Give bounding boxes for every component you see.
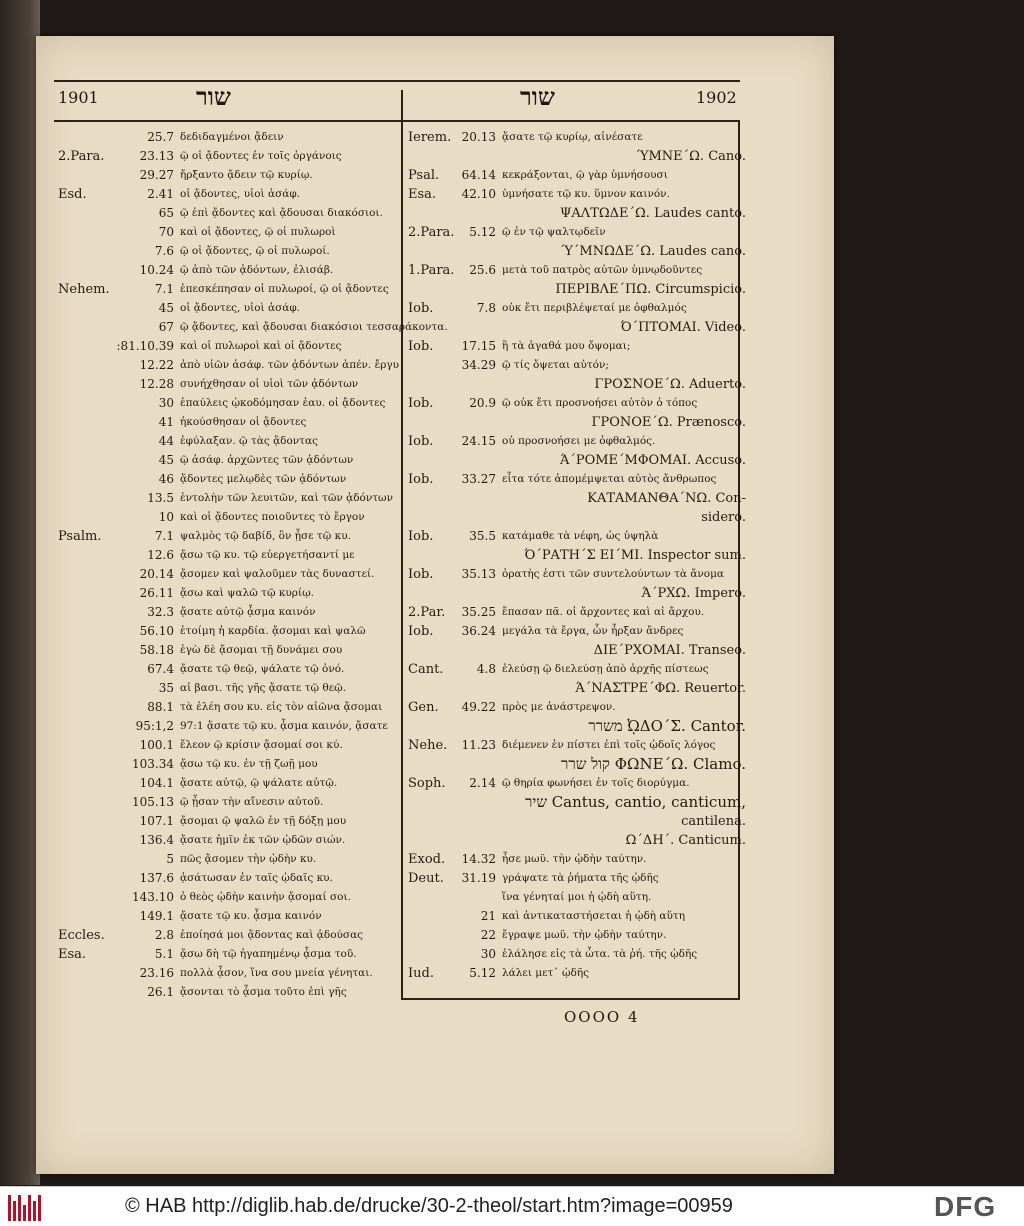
quote-text: καὶ οἱ ᾄδοντες, ῷ οἱ πυλωροὶ [180, 226, 336, 238]
quote-text: τὰ ἐλέη σου κυ. εἰς τὸν αἰῶνα ᾄσομαι [180, 701, 383, 713]
quote-text: ἠκούσθησαν οἱ ᾄδοντες [180, 416, 307, 428]
quote-text: ἐπαύλεις ᾠκοδόμησαν ἑαυ. οἱ ᾄδοντες [180, 397, 386, 409]
book-name: Iob. [408, 301, 434, 316]
quote-text: ἐφύλαξαν. ῷ τὰς ᾄδοντας [180, 435, 318, 447]
quote-text: ἔπασαν πᾶ. οἱ ἄρχοντες καὶ αἱ ἄρχου. [502, 606, 705, 618]
quote-text: ἐντολὴν τῶν λευιτῶν, καὶ τῶν ᾀδόντων [180, 492, 393, 504]
quote-text: ῷ τίς ὄψεται αὐτόν; [502, 359, 609, 371]
verse-ref: 20.9 [469, 396, 496, 410]
lemma-heading [408, 755, 746, 774]
verse-ref: :81.10.39 [116, 339, 174, 353]
book-name: Psalm. [58, 529, 102, 544]
concordance-row [58, 147, 398, 166]
concordance-row [408, 185, 738, 204]
quote-text: ἤρξαντο ᾄδειν τῷ κυρίῳ. [180, 169, 313, 181]
verse-ref: 11.23 [461, 738, 496, 752]
quote-text: ἔγραψε μωϋ. τὴν ᾠδὴν ταύτην. [502, 929, 667, 941]
verse-ref: 103.34 [132, 757, 174, 771]
concordance-row [58, 242, 398, 261]
verse-ref: 136.4 [139, 833, 174, 847]
lemma-heading [408, 489, 746, 508]
concordance-row [58, 736, 398, 755]
lemma-heading [408, 584, 746, 603]
verse-ref: 12.22 [139, 358, 174, 372]
concordance-row [58, 451, 398, 470]
verse-ref: 35.5 [469, 529, 496, 543]
concordance-row [58, 584, 398, 603]
concordance-row [58, 964, 398, 983]
header-rule-bottom [54, 120, 740, 122]
verse-ref: 46 [158, 472, 174, 486]
quote-text: μεγάλα τὰ ἔργα, ὧν ἦρξαν ἄνδρες [502, 625, 684, 637]
quote-text: εἶτα τότε ἀπομέμψεται αὐτὸς ἄνθρωπος [502, 473, 717, 485]
verse-ref: 65 [158, 206, 174, 220]
verse-ref: 104.1 [139, 776, 174, 790]
verse-ref: 88.1 [147, 700, 174, 714]
verse-ref: 32.3 [147, 605, 174, 619]
verse-ref: 17.15 [461, 339, 496, 353]
book-name: 1.Para. [408, 263, 455, 278]
quote-text: ῷ ἐν τῷ ψαλτῳδεῖν [502, 226, 606, 238]
concordance-row [408, 964, 738, 983]
concordance-row [408, 432, 738, 451]
verse-ref: 30 [480, 947, 496, 961]
quote-text: ᾄσατε τῷ θεῷ, ψάλατε τῷ ὀνό. [180, 663, 345, 675]
verse-ref: 2.14 [469, 776, 496, 790]
concordance-row [58, 660, 398, 679]
concordance-row [408, 869, 738, 888]
concordance-row [58, 489, 398, 508]
quote-text: ἔλεον ῷ κρίσιν ᾄσομαί σοι κύ. [180, 739, 343, 751]
concordance-row [408, 926, 738, 945]
verse-ref: 13.5 [147, 491, 174, 505]
concordance-row [58, 546, 398, 565]
concordance-row [58, 888, 398, 907]
quote-text: ψαλμὸς τῷ δαβίδ, ὃν ᾖσε τῷ κυ. [180, 530, 351, 542]
concordance-row [408, 128, 738, 147]
concordance-row [408, 356, 738, 375]
bottom-rule [401, 998, 740, 1000]
verse-ref: 64.14 [461, 168, 496, 182]
verse-ref: 7.6 [154, 244, 174, 258]
quote-text: ἐλεύσῃ ῷ διελεύσῃ ἀπὸ ἀρχῆς πίστεως [502, 663, 709, 675]
verse-ref: 14.32 [461, 852, 496, 866]
lemma-heading [408, 280, 746, 299]
quote-text: πρὸς με ἀνάστρεψον. [502, 701, 616, 713]
concordance-row [408, 660, 738, 679]
quote-text: μετὰ τοῦ πατρὸς αὐτῶν ὑμνῳδοῦντες [502, 264, 703, 276]
quote-text: ἵνα γένηταί μοι ἡ ᾠδὴ αὕτη. [502, 891, 652, 903]
verse-ref: 10.24 [139, 263, 174, 277]
verse-ref: 67.4 [147, 662, 174, 676]
book-name: 2.Para. [408, 225, 455, 240]
concordance-row [58, 470, 398, 489]
concordance-row [58, 413, 398, 432]
lemma-heading [408, 641, 746, 660]
concordance-row [58, 318, 448, 337]
right-hebrew-heading: שור [520, 82, 555, 111]
concordance-row [58, 508, 398, 527]
quote-text: 97:1 ᾄσατε τῷ κυ. ᾆσμα καινόν, ᾄσατε [180, 720, 388, 732]
quote-text: καὶ ἀντικαταστήσεται ἡ ᾠδὴ αὕτη [502, 910, 686, 922]
signature-mark: OOOO 4 [564, 1008, 640, 1026]
quote-text: ὁρατὴς ἐστι τῶν συντελούντων τὰ ἄνομα [502, 568, 725, 580]
lemma-text: ΓΡΟΣΝΟΕ´Ω. Aduerto. [594, 377, 746, 392]
quote-text: ᾄσονται τὸ ᾆσμα τοῦτο ἐπὶ γῆς [180, 986, 347, 998]
concordance-row [408, 850, 738, 869]
verse-ref: 29.27 [139, 168, 174, 182]
verse-ref: 12.6 [147, 548, 174, 562]
lemma-heading [408, 413, 746, 432]
concordance-row [58, 698, 398, 717]
book-name: 2.Para. [58, 149, 105, 164]
quote-text: οἱ ᾄδοντες, υἱοὶ ἀσάφ. [180, 302, 301, 314]
book-name: Iob. [408, 434, 434, 449]
book-name: Gen. [408, 700, 439, 715]
quote-text: οἱ ᾄδοντες, υἱοὶ ἀσάφ. [180, 188, 301, 200]
lemma-text: Ά´ΡΟΜΕ´ΜΦΟΜΑΙ. Accuso. [559, 453, 746, 468]
quote-text: ἐποίησά μοι ᾄδοντας καὶ ᾀδούσας [180, 929, 364, 941]
verse-ref: 143.10 [132, 890, 174, 904]
concordance-row [58, 223, 398, 242]
lemma-text: ΠΕΡΙΒΛΕ´ΠΩ. Circumspicio. [555, 282, 746, 297]
concordance-row [408, 622, 738, 641]
verse-ref: 7.1 [154, 529, 174, 543]
concordance-row [408, 470, 738, 489]
quote-text: δεδιδαγμένοι ᾄδειν [180, 131, 284, 143]
book-name: Ierem. [408, 130, 452, 145]
lemma-heading [408, 508, 746, 527]
quote-text: ἢ τὰ ἀγαθά μου ὄψομαι; [502, 340, 631, 352]
footer-bar [0, 1186, 1024, 1226]
concordance-row [58, 527, 398, 546]
verse-ref: 44 [158, 434, 174, 448]
book-name: Iud. [408, 966, 434, 981]
book-name: Esd. [58, 187, 87, 202]
verse-ref: 23.16 [139, 966, 174, 980]
quote-text: ἑτοίμη ἡ καρδία. ᾄσομαι καὶ ψαλῶ [180, 625, 366, 637]
quote-text: ᾄσω δὴ τῷ ἠγαπημένῳ ᾆσμα τοῦ. [180, 948, 357, 960]
concordance-row [408, 774, 738, 793]
concordance-row [408, 299, 738, 318]
quote-text: συνήχθησαν οἱ υἱοὶ τῶν ᾀδόντων [180, 378, 359, 390]
concordance-row [58, 299, 398, 318]
concordance-row [58, 622, 398, 641]
quote-text: ῷ θηρία φωνήσει ἐν τοῖς διορύγμα. [502, 777, 690, 789]
quote-text: ᾄσω τῷ κυ. τῷ εὐεργετήσαντί με [180, 549, 355, 561]
lemma-heading [408, 546, 746, 565]
verse-ref: 41 [158, 415, 174, 429]
book-name: Psal. [408, 168, 440, 183]
verse-ref: 34.29 [461, 358, 496, 372]
verse-ref: 26.1 [147, 985, 174, 999]
concordance-row [408, 603, 738, 622]
lemma-heading [408, 147, 746, 166]
concordance-row [58, 812, 398, 831]
concordance-row [58, 280, 398, 299]
concordance-row [58, 679, 398, 698]
quote-text: ᾄσω τῷ κυ. ἐν τῇ ζωῇ μου [180, 758, 318, 770]
concordance-row [408, 166, 738, 185]
concordance-row [408, 527, 738, 546]
concordance-row [408, 698, 738, 717]
concordance-row [58, 926, 398, 945]
book-name: Eccles. [58, 928, 105, 943]
quote-text: ἐγὼ δὲ ᾄσομαι τῇ δυνάμει σου [180, 644, 343, 656]
quote-text: ᾄσατε τῷ κυρίῳ, αἰνέσατε [502, 131, 643, 143]
verse-ref: 5 [166, 852, 174, 866]
quote-text: καὶ οἱ πυλωροὶ καὶ οἱ ᾄδοντες [180, 340, 342, 352]
quote-text: ὁ θεὸς ᾠδὴν καινὴν ᾄσομαί σοι. [180, 891, 351, 903]
concordance-row [58, 850, 398, 869]
quote-text: γράψατε τὰ ῥήματα τῆς ᾠδῆς [502, 872, 659, 884]
quote-text: ᾄσατε τῷ κυ. ᾆσμα καινόν [180, 910, 322, 922]
concordance-row [58, 869, 398, 888]
verse-ref: 5.1 [154, 947, 174, 961]
verse-ref: 12.28 [139, 377, 174, 391]
lemma-text: משרר ᾨΔΟ´Σ. Cantor. [588, 717, 746, 735]
book-name: Deut. [408, 871, 444, 886]
concordance-row [58, 641, 398, 660]
verse-ref: 4.8 [476, 662, 496, 676]
lemma-text: Ά´ΡΧΩ. Impero. [641, 586, 746, 601]
left-hebrew-heading: שור [196, 82, 231, 111]
concordance-row [408, 888, 738, 907]
verse-ref: 2.8 [154, 928, 174, 942]
lemma-heading [408, 451, 746, 470]
quote-text: διέμενεν ἐν πίστει ἐπὶ τοῖς ᾠδοῖς λόγος [502, 739, 716, 751]
verse-ref: 20.14 [139, 567, 174, 581]
right-column [408, 128, 746, 983]
verse-ref: 10 [158, 510, 174, 524]
verse-ref: 67 [158, 320, 174, 334]
verse-ref: 35 [158, 681, 174, 695]
verse-ref: 45 [158, 301, 174, 315]
verse-ref: 149.1 [139, 909, 174, 923]
book-name: Iob. [408, 624, 434, 639]
concordance-row [408, 223, 738, 242]
concordance-row [408, 337, 738, 356]
lemma-text: ΔΙΕ´ΡΧΟΜΑΙ. Transeo. [593, 643, 746, 658]
lemma-text: ΓΡΟΝΟΕ´Ω. Prænosco. [591, 415, 746, 430]
copyright-link[interactable]: © HAB http://diglib.hab.de/drucke/30-2-theol/start.htm?image=00959 [125, 1195, 733, 1217]
quote-text: οὐ προσνοήσει με ὀφθαλμός. [502, 435, 656, 447]
lemma-text: ΨΑΛΤΩΔΕ´Ω. Laudes canto. [560, 206, 746, 221]
verse-ref: 35.13 [461, 567, 496, 581]
verse-ref: 36.24 [461, 624, 496, 638]
lemma-heading [408, 717, 746, 736]
book-name: 2.Par. [408, 605, 446, 620]
verse-ref: 5.12 [469, 966, 496, 980]
verse-ref: 25.6 [469, 263, 496, 277]
lemma-heading [408, 375, 746, 394]
concordance-row [58, 774, 398, 793]
concordance-row [58, 128, 398, 147]
lemma-text: ΚΑΤΑΜΑΝΘΑ´ΝΩ. Con- [587, 491, 746, 506]
quote-text: ᾄσω καὶ ψαλῶ τῷ κυρίῳ. [180, 587, 314, 599]
verse-ref: 24.15 [461, 434, 496, 448]
dfg-logo: DFG [934, 1191, 997, 1222]
quote-text: ὑμνήσατε τῷ κυ. ὕμνον καινόν. [502, 188, 670, 200]
lemma-heading [408, 812, 746, 831]
verse-ref: 22 [480, 928, 496, 942]
quote-text: ῷ ἀπὸ τῶν ᾀδόντων, ἐλισάβ. [180, 264, 334, 276]
verse-ref: 107.1 [139, 814, 174, 828]
concordance-row [58, 565, 398, 584]
quote-text: ῷ ἐπὶ ᾄδοντες καὶ ᾄδουσαι διακόσιοι. [180, 207, 383, 219]
lemma-text: Ω´ΔΗ´. Canticum. [625, 833, 746, 848]
quote-text: ἐπεσκέπησαν οἱ πυλωροί, ῷ οἱ ᾄδοντες [180, 283, 389, 295]
lemma-text: Ύ´ΜΝΩΔΕ´Ω. Laudes cano. [561, 244, 746, 259]
quote-text: ἐλάλησε εἰς τὰ ὦτα. τὰ ῥή. τῆς ᾠδῆς [502, 948, 698, 960]
header-rule-top [54, 80, 740, 82]
quote-text: ᾄσατε ἡμῖν ἐκ τῶν ᾠδῶν σιών. [180, 834, 346, 846]
book-page [36, 36, 834, 1174]
concordance-row [58, 717, 398, 736]
verse-ref: 2.41 [147, 187, 174, 201]
verse-ref: 137.6 [139, 871, 174, 885]
quote-text: λάλει μετ᾽ ᾠδῆς [502, 967, 590, 979]
concordance-row [58, 166, 398, 185]
verse-ref: 49.22 [461, 700, 496, 714]
concordance-row [58, 394, 398, 413]
lemma-heading [408, 204, 746, 223]
verse-ref: 23.13 [139, 149, 174, 163]
quote-text: κεκράξονται, ῷ γὰρ ὑμνήσουσι [502, 169, 668, 181]
lemma-text: Ά´ΝΑΣΤΡΕ´ΦΩ. Reuertor. [575, 681, 746, 696]
left-page-number: 1901 [58, 88, 99, 107]
quote-text: ᾄδοντες μελῳδὲς τῶν ᾀδόντων [180, 473, 347, 485]
quote-text: πῶς ᾄσομεν τὴν ᾠδὴν κυ. [180, 853, 317, 865]
verse-ref: 42.10 [461, 187, 496, 201]
verse-ref: 21 [480, 909, 496, 923]
right-page-number: 1902 [696, 88, 737, 107]
concordance-row [58, 204, 398, 223]
quote-text: πολλὰ ᾆσον, ἵνα σου μνεία γένηται. [180, 967, 373, 979]
quote-text: ᾄσατε αὐτῷ ᾆσμα καινόν [180, 606, 316, 618]
quote-text: ᾄσομεν καὶ ψαλοῦμεν τὰς δυναστεί. [180, 568, 375, 580]
quote-text: ῷ ᾄδοντες, καὶ ᾄδουσαι διακόσιοι τεσσαράκοντα. [180, 321, 448, 333]
concordance-row [408, 565, 738, 584]
quote-text: ἦσε μωϋ. τὴν ᾠδὴν ταύτην. [502, 853, 647, 865]
book-name: Nehem. [58, 282, 110, 297]
quote-text: ἀπὸ υἱῶν ἀσάφ. τῶν ᾀδόντων ἀπέν. ἔργυ [180, 359, 400, 371]
verse-ref: 7.1 [154, 282, 174, 296]
concordance-row [58, 983, 398, 1002]
verse-ref: 20.13 [461, 130, 496, 144]
concordance-row [58, 603, 398, 622]
book-name: Iob. [408, 567, 434, 582]
book-name: Iob. [408, 339, 434, 354]
concordance-row [58, 261, 398, 280]
verse-ref: 31.19 [461, 871, 496, 885]
concordance-row [408, 736, 738, 755]
quote-text: αἱ βασι. τῆς γῆς ᾄσατε τῷ θεῷ. [180, 682, 347, 694]
book-edge-shadow [0, 0, 40, 1185]
concordance-row [58, 432, 398, 451]
verse-ref: 105.13 [132, 795, 174, 809]
book-name: Esa. [408, 187, 437, 202]
lemma-text: Ό´ΠΤΟΜΑΙ. Video. [620, 320, 746, 335]
concordance-row [58, 185, 398, 204]
quote-text: ῷ οἱ ᾄδοντες ἐν τοῖς ὀργάνοις [180, 150, 342, 162]
concordance-row [58, 793, 398, 812]
quote-text: ᾄσομαι ῷ ψαλῶ ἐν τῇ δόξῃ μου [180, 815, 347, 827]
verse-ref: 7.8 [476, 301, 496, 315]
quote-text: ῷ ἀσάφ. ἀρχῶντες τῶν ᾀδόντων [180, 454, 354, 466]
verse-ref: 100.1 [139, 738, 174, 752]
quote-text: οὐκ ἔτι περιβλέψεταί με ὀφθαλμός [502, 302, 687, 314]
verse-ref: 58.18 [139, 643, 174, 657]
book-name: Cant. [408, 662, 444, 677]
book-name: Nehe. [408, 738, 448, 753]
hab-logo-icon [6, 1193, 46, 1221]
quote-text: καὶ οἱ ᾄδοντες ποιοῦντες τὸ ἔργον [180, 511, 365, 523]
book-name: Exod. [408, 852, 446, 867]
verse-ref: 33.27 [461, 472, 496, 486]
verse-ref: 25.7 [147, 130, 174, 144]
quote-text: ᾄσατε αὐτῷ, ῷ ψάλατε αὐτῷ. [180, 777, 338, 789]
concordance-row [408, 907, 738, 926]
concordance-row [58, 831, 398, 850]
concordance-row [58, 945, 398, 964]
quote-text: ᾀσάτωσαν ἐν ταῖς ᾠδαῖς κυ. [180, 872, 333, 884]
book-name: Iob. [408, 529, 434, 544]
book-name: Soph. [408, 776, 446, 791]
lemma-heading [408, 242, 746, 261]
lemma-text: Ό´ΡΑΤΗ´Σ ΕΙ´ΜΙ. Inspector sum. [524, 548, 746, 563]
quote-text: κατάμαθε τὰ νέφη, ὡς ὑψηλὰ [502, 530, 659, 542]
verse-ref: 35.25 [461, 605, 496, 619]
concordance-row [58, 356, 398, 375]
verse-ref: 56.10 [139, 624, 174, 638]
verse-ref: 70 [158, 225, 174, 239]
book-name: Iob. [408, 472, 434, 487]
lemma-text: קול שרר ΦΩΝΕ´Ω. Clamo. [560, 755, 746, 773]
concordance-row [58, 375, 398, 394]
lemma-text: שיר Cantus, cantio, canticum, [525, 793, 746, 811]
lemma-heading [408, 831, 746, 850]
concordance-row [408, 945, 738, 964]
verse-ref: 95:1,2 [135, 719, 174, 733]
lemma-text: sidero. [701, 510, 746, 525]
verse-ref: 26.11 [139, 586, 174, 600]
concordance-row [58, 337, 398, 356]
verse-ref: 30 [158, 396, 174, 410]
concordance-row [408, 261, 738, 280]
quote-text: ῷ ᾖσαν τὴν αἴνεσιν αὐτοῦ. [180, 796, 324, 808]
lemma-heading [408, 793, 746, 812]
concordance-row [58, 907, 398, 926]
concordance-row [58, 755, 398, 774]
book-name: Esa. [58, 947, 87, 962]
lemma-heading [408, 679, 746, 698]
quote-text: ῷ οὐκ ἔτι προσνοήσει αὐτὸν ὁ τόπος [502, 397, 698, 409]
concordance-row [408, 394, 738, 413]
book-name: Iob. [408, 396, 434, 411]
lemma-text: cantilena. [681, 814, 746, 829]
lemma-text: ΎΜΝΕ´Ω. Cano. [636, 149, 746, 164]
quote-text: ῷ οἱ ᾄδοντες, ῷ οἱ πυλωροί. [180, 245, 330, 257]
verse-ref: 45 [158, 453, 174, 467]
lemma-heading [408, 318, 746, 337]
column-divider [401, 90, 403, 1000]
verse-ref: 5.12 [469, 225, 496, 239]
